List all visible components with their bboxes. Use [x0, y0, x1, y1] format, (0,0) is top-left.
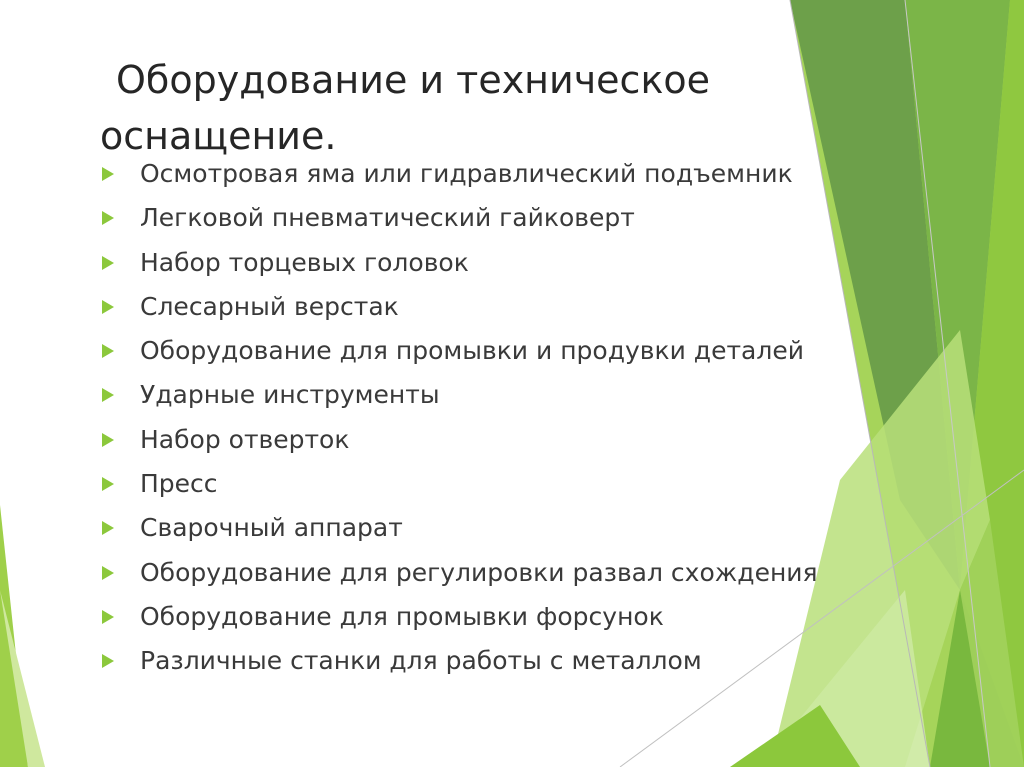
triangle-bullet-icon	[102, 388, 114, 402]
list-item-text: Оборудование для промывки и продувки деталей	[140, 336, 804, 366]
list-item	[100, 152, 818, 196]
list-item-text: Ударные инструменты	[140, 380, 440, 410]
triangle-bullet-icon	[102, 344, 114, 358]
triangle-bullet-icon	[102, 167, 114, 181]
list-item	[100, 639, 818, 683]
title-line-1: Оборудование и техническое	[116, 58, 711, 102]
list-item	[100, 196, 818, 240]
list-item	[100, 373, 818, 417]
triangle-bullet-icon	[102, 211, 114, 225]
triangle-bullet-icon	[102, 610, 114, 624]
triangle-bullet-icon	[102, 300, 114, 314]
list-item	[100, 285, 818, 329]
list-item	[100, 241, 818, 285]
list-item-text: Осмотровая яма или гидравлический подъемник	[140, 159, 793, 188]
list-item-text: Набор отверток	[140, 424, 350, 454]
triangle-bullet-icon	[102, 477, 114, 491]
list-item-text: Оборудование для регулировки развал схождения	[140, 557, 818, 587]
list-item	[100, 506, 818, 550]
list-item-text: Слесарный верстак	[140, 291, 399, 321]
list-item-text: Оборудование для промывки форсунок	[140, 601, 664, 631]
list-item-text: Легковой пневматический гайковерт	[140, 203, 635, 233]
triangle-bullet-icon	[102, 566, 114, 580]
list-item	[100, 595, 818, 639]
title-line-2: оснащение.	[100, 114, 337, 158]
triangle-bullet-icon	[102, 433, 114, 447]
list-item-text: Пресс	[140, 469, 218, 499]
triangle-bullet-icon	[102, 256, 114, 270]
list-item-text: Набор торцевых головок	[140, 247, 469, 277]
triangle-bullet-icon	[102, 521, 114, 535]
list-item	[100, 462, 818, 506]
triangle-bullet-icon	[102, 654, 114, 668]
list-item-text: Сварочный аппарат	[140, 513, 403, 543]
list-item-text: Различные станки для работы с металлом	[140, 646, 702, 676]
list-item	[100, 329, 818, 373]
slide-title	[100, 52, 800, 164]
equipment-list	[100, 152, 818, 684]
list-item	[100, 418, 818, 462]
list-item	[100, 551, 818, 595]
